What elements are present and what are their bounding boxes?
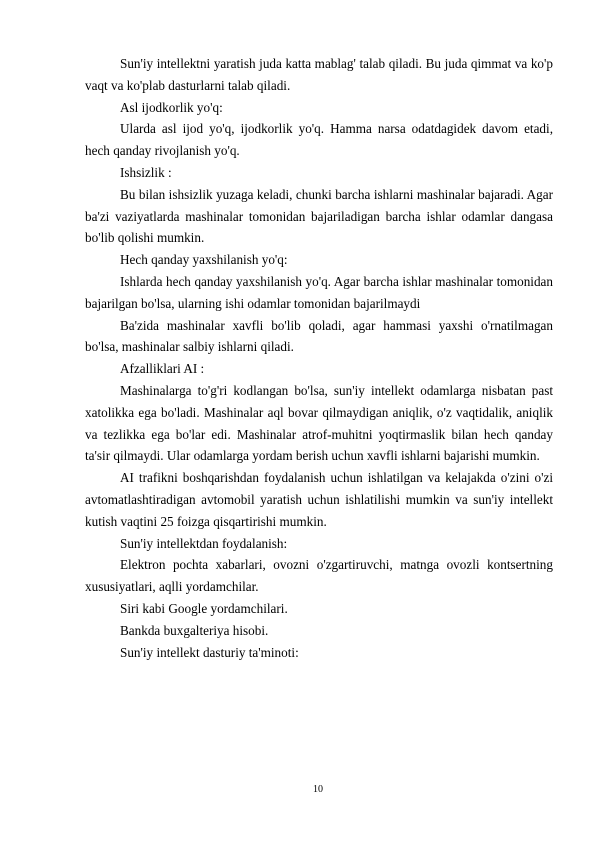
heading-no-creativity: Asl ijodkorlik yo'q:	[120, 99, 223, 115]
paragraph-uses-bank: Bankda buxgalteriya hisobi.	[120, 622, 269, 638]
heading-uses: Sun'iy intellektdan foydalanish:	[120, 535, 288, 551]
paragraph-advantages: Mashinalarga to'g'ri kodlangan bo'lsa, sun'iy intellekt odamlarga nisbatan past xatolikka ega bo'ladi. Mashinalar aql bovar qilmaydigan aniqlik, o'z vaqtidalik, aniqlik va tezlikka ega bo'lar edi. Mashinalar atrof-muhitni yoqtirmaslik bilan hech qanday ta'sir qilmaydi. Ular odamlarga yordam berish uchun xavfli ishlarni bajarishi mumkin.	[85, 382, 553, 464]
page-number: 10	[313, 784, 323, 795]
paragraph-no-improvement: Ishlarda hech qanday yaxshilanish yo'q. Agar barcha ishlar mashinalar tomonidan bajarilgan bo'lsa, ularning ishi odamlar tomonidan bajarilmaydi	[85, 273, 553, 311]
document-body	[85, 53, 553, 663]
paragraph-uses-email: Elektron pochta xabarlari, ovozni o'zgartiruvchi, matnga ovozli kontsertning xususiyatlari, aqlli yordamchilar.	[85, 557, 553, 595]
paragraph-traffic: AI trafikni boshqarishdan foydalanish uchun ishlatilgan va kelajakda o'zini o'zi avtomatlashtiradigan avtomobil yaratish uchun ishlatilishi mumkin va sun'iy intellekt kutish vaqtini 25 foizga qisqartirishi mumkin.	[85, 470, 553, 529]
heading-software: Sun'iy intellekt dasturiy ta'minoti:	[120, 644, 299, 660]
paragraph-unemployment: Bu bilan ishsizlik yuzaga keladi, chunki barcha ishlarni mashinalar bajaradi. Agar ba'zi vaziyatlarda mashinalar tomonidan bajariladigan barcha ishlar odamlar dangasa bo'lib qolishi mumkin.	[85, 186, 553, 246]
heading-advantages: Afzalliklari AI :	[120, 361, 205, 377]
heading-no-improvement: Hech qanday yaxshilanish yo'q:	[120, 252, 288, 268]
paragraph-uses-siri: Siri kabi Google yordamchilari.	[120, 600, 288, 616]
paragraph-danger: Ba'zida mashinalar xavfli bo'lib qoladi, agar hammasi yaxshi o'rnatilmagan bo'lsa, mashinalar salbiy ishlarni qiladi.	[85, 317, 553, 355]
heading-unemployment: Ishsizlik :	[120, 164, 172, 180]
paragraph-no-creativity: Ularda asl ijod yo'q, ijodkorlik yo'q. Hamma narsa odatdagidek davom etadi, hech qanday rivojlanish yo'q.	[85, 121, 553, 159]
paragraph-cost: Sun'iy intellektni yaratish juda katta mablag' talab qiladi. Bu juda qimmat va ko'p vaqt va ko'plab dasturlarni talab qiladi.	[85, 56, 553, 93]
